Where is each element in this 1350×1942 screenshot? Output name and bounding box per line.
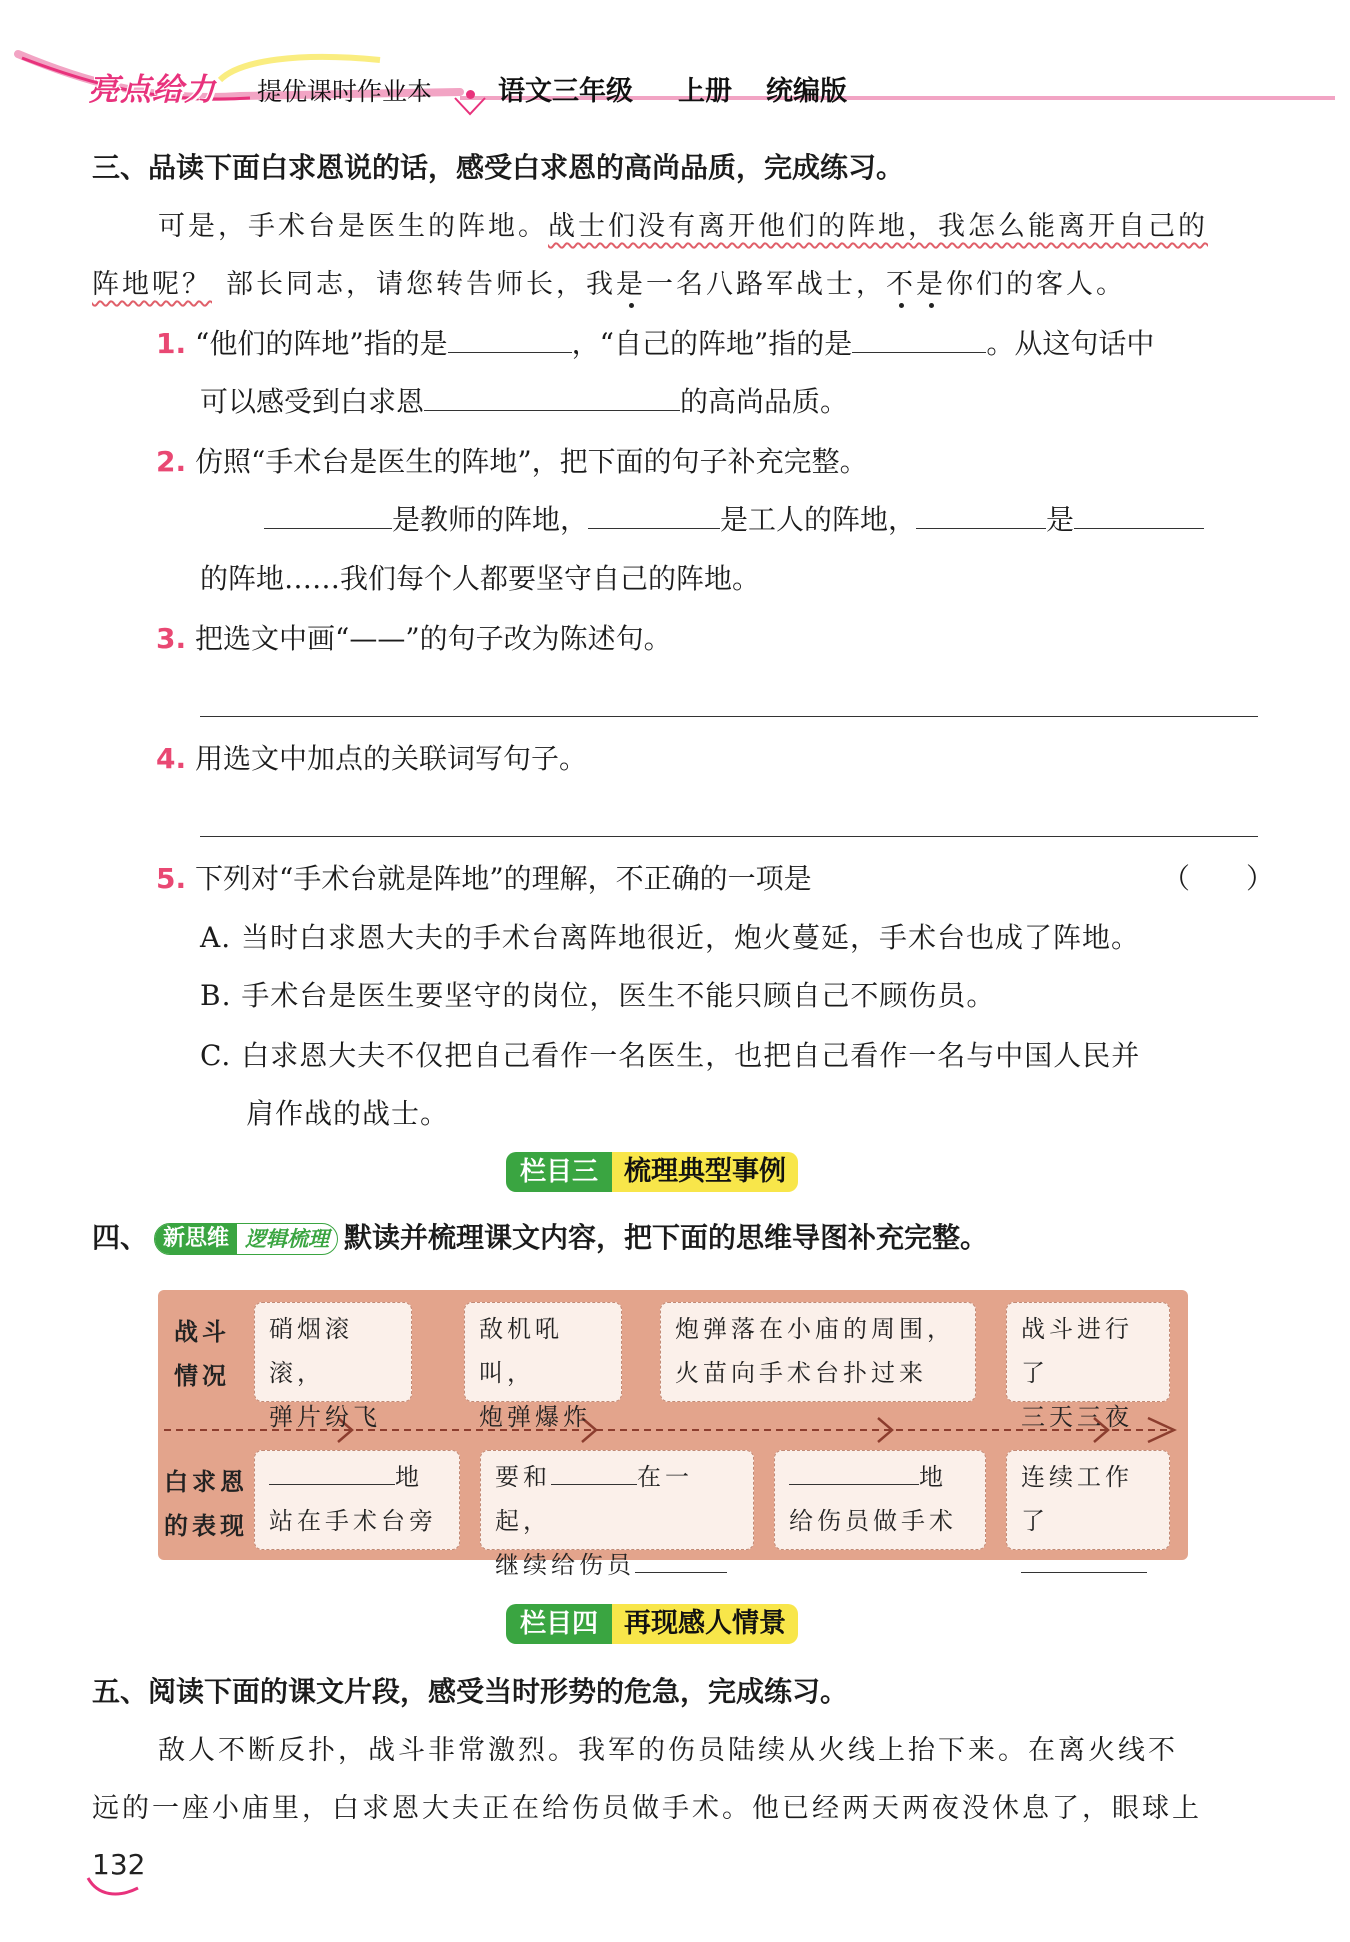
question-1: [156, 322, 1154, 362]
answer-line[interactable]: [200, 836, 1258, 837]
passage-line-2: [92, 262, 1126, 301]
label-line: 白求恩: [164, 1467, 248, 1496]
banner-tag: 栏目四: [506, 1604, 612, 1644]
dotted-word: 不: [886, 269, 916, 300]
question-text: 是教师的阵地，: [392, 503, 589, 536]
answer-blank[interactable]: [635, 1548, 727, 1573]
series-name: 提优课时作业本: [257, 77, 433, 106]
question-text: ，“自己的阵地”指的是: [571, 327, 853, 360]
section3-title: 三、品读下面白求恩说的话，感受白求恩的高尚品质，完成练习。: [92, 151, 905, 184]
bethune-box-2: [480, 1450, 754, 1579]
box-text: 站在手术台旁: [269, 1507, 437, 1535]
question-text: 可以感受到白求恩: [200, 385, 425, 418]
bethune-box-3: [774, 1450, 986, 1550]
question-text: 。从这句话中: [986, 327, 1155, 360]
question-text: 是工人的阵地，: [720, 503, 917, 536]
box-text: 连续工作了: [1021, 1463, 1133, 1535]
question-number: 2.: [156, 445, 187, 478]
brand-logo: 亮点给力: [88, 72, 216, 108]
box-line: [789, 1455, 971, 1499]
page-header: [0, 40, 1350, 120]
question-2-line-3: 的阵地……我们每个人都要坚守自己的阵地。: [200, 562, 761, 595]
answer-parentheses[interactable]: （ ）: [1162, 862, 1275, 895]
box-line: [495, 1543, 739, 1587]
box-text: 地: [919, 1463, 947, 1491]
banner-title: 再现感人情景: [612, 1604, 798, 1644]
box-text: 火苗向手术台扑过来: [675, 1359, 927, 1387]
question-number: 5.: [156, 862, 187, 895]
label-line: 战斗: [174, 1317, 230, 1346]
mind-map: [158, 1290, 1188, 1579]
question-number: 1.: [156, 327, 187, 360]
column-banner-3: [506, 1152, 798, 1192]
question-2-line-2: [264, 498, 1204, 538]
answer-blank[interactable]: [1074, 499, 1204, 529]
box-line: [1021, 1543, 1155, 1587]
box-text: 给伤员做手术: [789, 1507, 957, 1535]
battle-box-4: [1006, 1302, 1170, 1431]
bethune-box-1: [254, 1450, 460, 1550]
box-text: 炮弹落在小庙的周围，: [675, 1315, 955, 1343]
question-text: 把选文中画“——”的句子改为陈述句。: [195, 622, 672, 655]
label-line: 的表现: [164, 1511, 248, 1540]
box-text: 在一起，: [495, 1463, 693, 1535]
box-line: [495, 1455, 739, 1543]
answer-line[interactable]: [200, 716, 1258, 717]
section-prefix: 四、: [92, 1221, 149, 1254]
wavy-underlined-sentence: 战士们没有离开他们的阵地，我怎么能离开自己的: [548, 211, 1208, 242]
box-text: 弹片纷飞: [269, 1403, 381, 1431]
answer-blank[interactable]: [588, 499, 720, 529]
box-text: 三天三夜: [1021, 1403, 1133, 1431]
page-number: 132: [92, 1848, 146, 1881]
question-2: [156, 440, 868, 480]
question-text: “他们的阵地”指的是: [195, 327, 448, 360]
edition-label: 统编版: [766, 76, 847, 107]
passage5-line-2: 远的一座小庙里，白求恩大夫正在给伤员做手术。他已经两天两夜没休息了，眼球上: [92, 1793, 1202, 1824]
battle-box-3: [660, 1302, 976, 1402]
answer-blank[interactable]: [269, 1460, 395, 1485]
option-c-continued: 肩作战的战士。: [246, 1097, 450, 1130]
option-b: B. 手术台是医生要坚守的岗位，医生不能只顾自己不顾伤员。: [200, 979, 996, 1012]
header-dot: [466, 90, 475, 99]
box-text: 战斗进行了: [1021, 1315, 1133, 1387]
section5-title: 五、阅读下面的课文片段，感受当时形势的危急，完成练习。: [92, 1675, 849, 1708]
badge-sublabel: 逻辑梳理: [245, 1227, 330, 1251]
row-label-battle: [174, 1310, 230, 1398]
section4-title: [92, 1216, 988, 1256]
answer-blank[interactable]: [448, 323, 572, 353]
passage-text: 部长同志，请您转告师长，我: [226, 269, 616, 300]
dotted-word: 是: [616, 269, 646, 300]
passage-text: 一名八路军战士，: [646, 269, 886, 300]
banner-title: 梳理典型事例: [612, 1152, 798, 1192]
bethune-box-4: [1006, 1450, 1170, 1550]
column-banner-4: [506, 1604, 798, 1644]
battle-box-1: [254, 1302, 412, 1431]
box-text: 炮弹爆炸: [479, 1403, 591, 1431]
question-4: [156, 737, 587, 777]
answer-blank[interactable]: [551, 1460, 637, 1485]
passage5-line-1: 敌人不断反扑，战斗非常激烈。我军的伤员陆续从火线上抬下来。在离火线不: [158, 1735, 1178, 1766]
passage-text: 你们的客人。: [946, 269, 1126, 300]
question-3: [156, 617, 672, 657]
label-line: 情况: [174, 1361, 230, 1390]
question-text: 用选文中加点的关联词写句子。: [195, 742, 588, 775]
answer-blank[interactable]: [789, 1460, 919, 1485]
option-c: C. 白求恩大夫不仅把自己看作一名医生，也把自己看作一名与中国人民并: [200, 1039, 1141, 1072]
question-text: 下列对“手术台就是阵地”的理解，不正确的一项是: [195, 862, 812, 895]
box-text: 敌机吼叫，: [479, 1315, 563, 1387]
answer-blank[interactable]: [424, 381, 680, 411]
dotted-word: 是: [916, 269, 946, 300]
question-5: [156, 857, 812, 897]
box-line: [269, 1455, 445, 1499]
answer-blank[interactable]: [264, 499, 392, 529]
passage-lead: 可是，手术台是医生的阵地。: [158, 211, 548, 242]
question-text: 的高尚品质。: [680, 385, 849, 418]
wavy-underlined-sentence-end: 阵地呢？: [92, 269, 212, 300]
box-text: 硝烟滚滚，: [269, 1315, 353, 1387]
passage-line-1: [158, 204, 1208, 243]
question-text: 仿照“手术台是医生的阵地”，把下面的句子补充完整。: [195, 445, 868, 478]
option-a: A. 当时白求恩大夫的手术台离阵地很近，炮火蔓延，手术台也成了阵地。: [200, 921, 1141, 954]
answer-blank[interactable]: [1021, 1548, 1147, 1573]
answer-blank[interactable]: [916, 499, 1046, 529]
badge-label: 新思维: [155, 1224, 237, 1254]
battle-box-2: [464, 1302, 622, 1431]
question-text: 是: [1046, 503, 1075, 536]
question-number: 4.: [156, 742, 187, 775]
row-label-bethune: [164, 1460, 248, 1548]
question-number: 3.: [156, 622, 187, 655]
question-1-line-2: [200, 380, 848, 420]
subject-label: 语文三年级: [498, 76, 633, 107]
new-thinking-badge: [154, 1223, 338, 1255]
box-text: 要和: [495, 1463, 551, 1491]
box-text: 地: [395, 1463, 423, 1491]
banner-tag: 栏目三: [506, 1152, 612, 1192]
volume-label: 上册: [678, 76, 732, 107]
box-text: 继续给伤员: [495, 1551, 635, 1579]
section-instruction: 默读并梳理课文内容，把下面的思维导图补充完整。: [344, 1221, 989, 1254]
answer-blank[interactable]: [852, 323, 986, 353]
